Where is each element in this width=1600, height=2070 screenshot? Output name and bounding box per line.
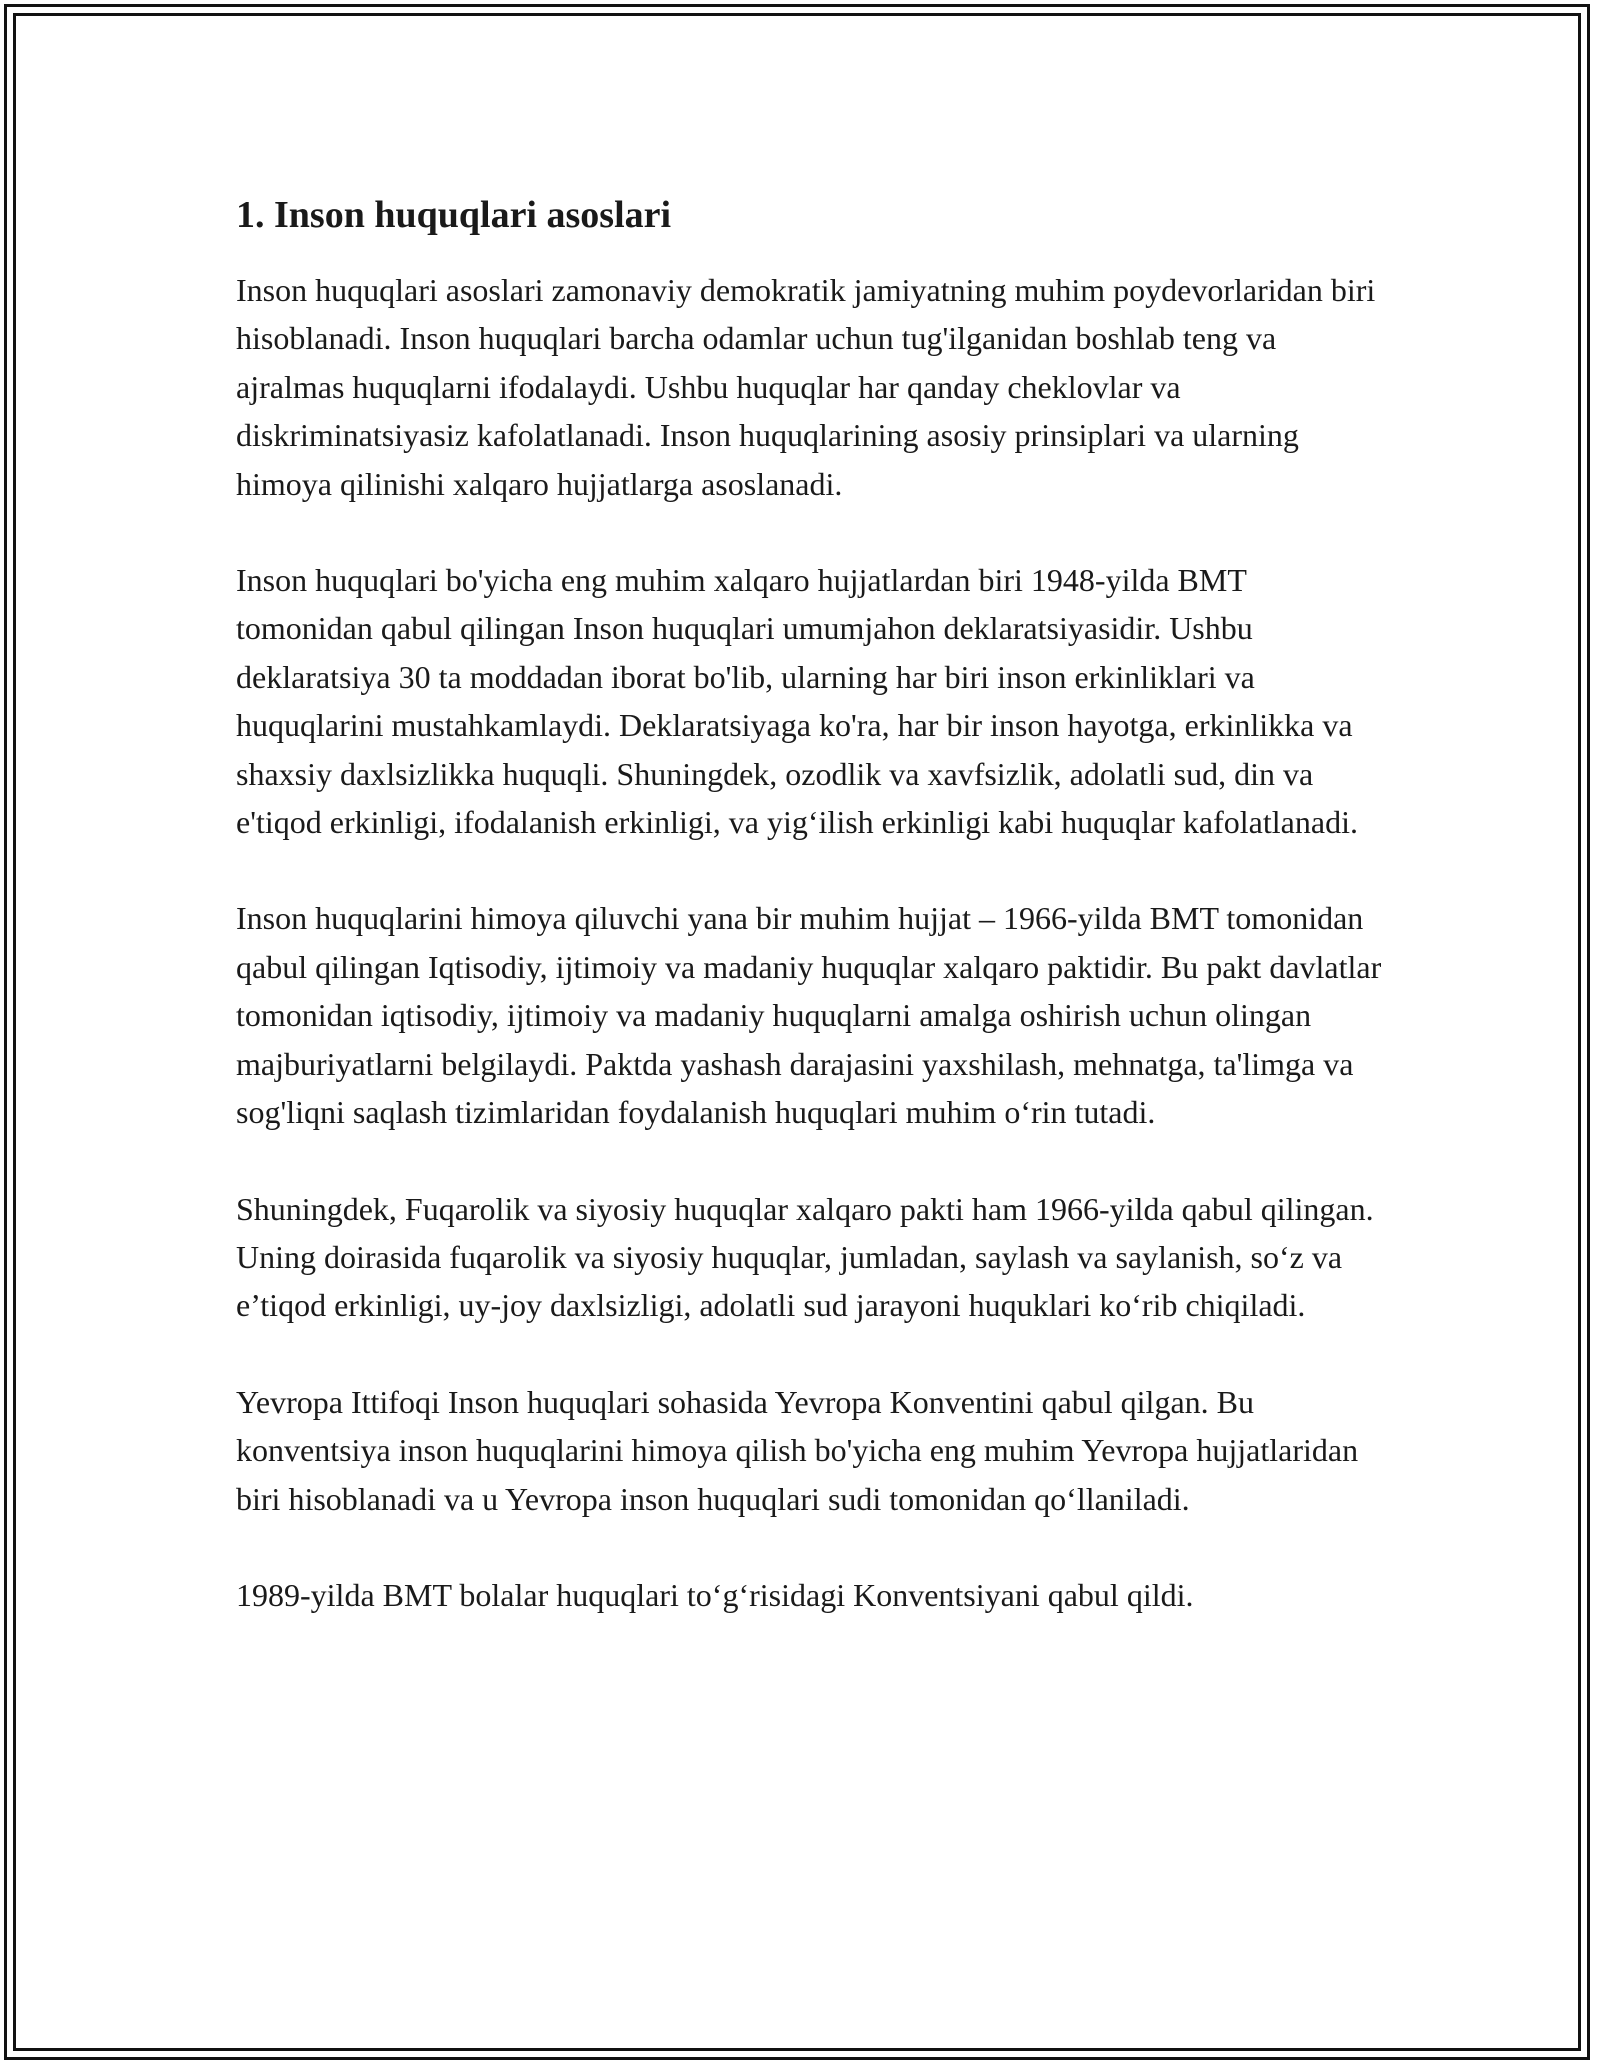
section-heading: 1. Inson huquqlari asoslari xyxy=(236,194,672,236)
paragraph-economic-covenant: Inson huquqlarini himoya qiluvchi yana bir muhim hujjat – 1966-yilda BMT tomonidan qabul qilingan Iqtisodiy, ijtimoiy va madaniy huquqlar xalqaro paktidir. Bu pakt davlatlar tomonidan iqtisodiy, ijtimoiy va madaniy huquqlarni amalga oshirish uchun olingan majburiyatlarni belgilaydi. Paktda yashash darajasini yaxshilash, mehnatga, ta'limga va sog'liqni saqlash tizimlaridan foydalanish huquqlari muhim o‘rin tutadi. xyxy=(236,900,1382,1131)
paragraph-european-convention: Yevropa Ittifoqi Inson huquqlari sohasida Yevropa Konventini qabul qilgan. Bu konventsiya inson huquqlarini himoya qilish bo'yicha eng muhim Yevropa hujjatlaridan biri hisoblanadi va u Yevropa inson huquqlari sudi tomonidan qo‘llaniladi. xyxy=(236,1383,1359,1517)
paragraph-declaration: Inson huquqlari bo'yicha eng muhim xalqaro hujjatlardan biri 1948-yilda BMT tomonidan qabul qilingan Inson huquqlari umumjahon deklaratsiyasidir. Ushbu deklaratsiya 30 ta moddadan iborat bo'lib, ularning har biri inson erkinliklari va huquqlarini mustahkamlaydi. Deklaratsiyaga ko'ra, har bir inson hayotga, erkinlikka va shaxsiy daxlsizlikka huquqli. Shuningdek, ozodlik va xavfsizlik, adolatli sud, din va e'tiqod erkinligi, ifodalanish erkinligi, va yig‘ilish erkinligi kabi huquqlar kafolatlanadi. xyxy=(236,562,1358,841)
paragraph-intro: Inson huquqlari asoslari zamonaviy demokratik jamiyatning muhim poydevorlaridan biri hisoblanadi. Inson huquqlari barcha odamlar uchun tug'ilganidan boshlab teng va ajralmas huquqlarni ifodalaydi. Ushbu huquqlar har qanday cheklovlar va diskriminatsiyasiz kafolatlanadi. Inson huquqlarining asosiy prinsiplari va ularning himoya qilinishi xalqaro hujjatlarga asoslanadi. xyxy=(236,272,1376,502)
paragraph-civil-covenant: Shuningdek, Fuqarolik va siyosiy huquqlar xalqaro pakti ham 1966-yilda qabul qilingan. Uning doirasida fuqarolik va siyosiy huquqlar, jumladan, saylash va saylanish, so‘z va e’tiqod erkinligi, uy-joy daxlsizligi, adolatli sud jarayoni huquklari ko‘rib chiqiladi. xyxy=(236,1190,1374,1324)
document-body xyxy=(236,188,1386,1667)
paragraph-child-rights: 1989-yilda BMT bolalar huquqlari to‘g‘risidagi Konventsiyani qabul qildi. xyxy=(236,1576,1194,1613)
